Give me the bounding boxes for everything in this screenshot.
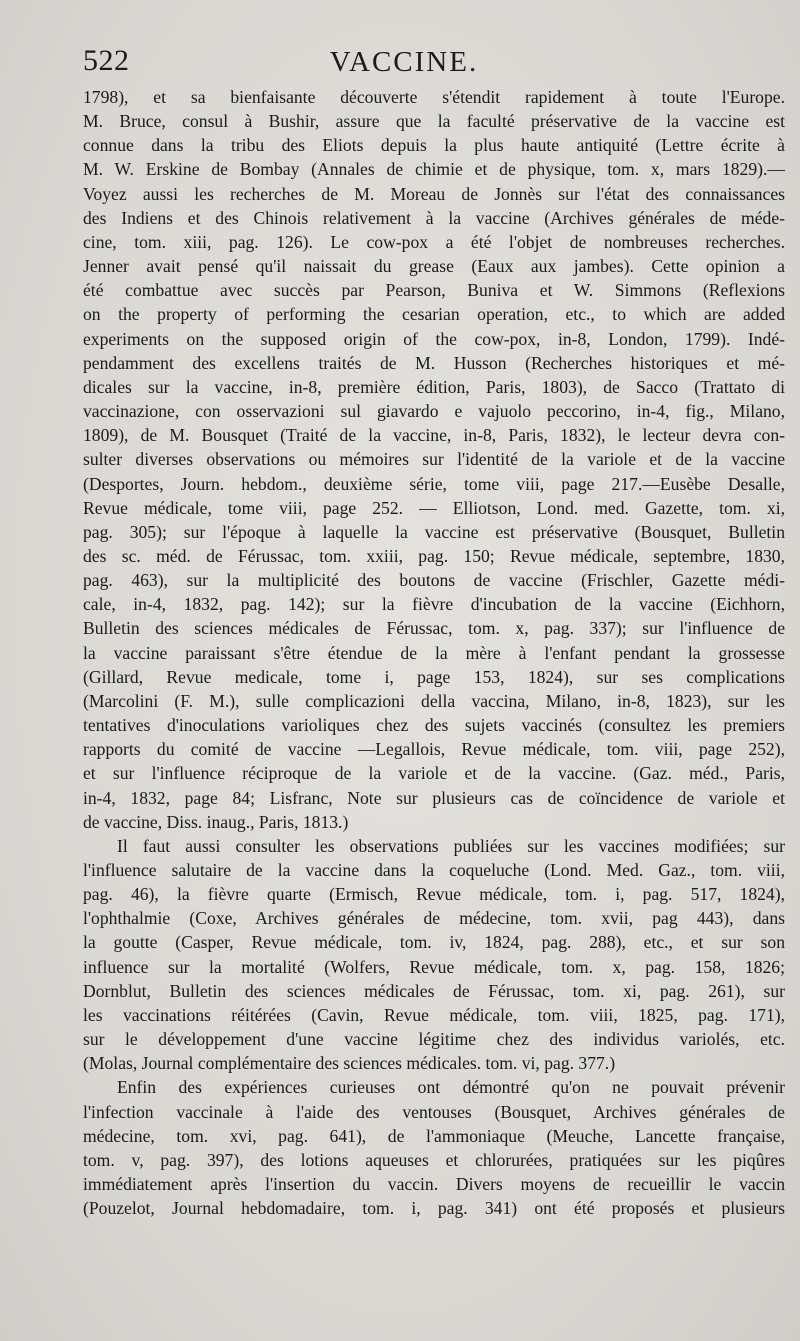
text-line: des Indiens et des Chinois relativement à la vaccine (Archives générales de méde-: [83, 207, 785, 228]
text-line: pendamment des excellens traités de M. Husson (Recherches historiques et mé-: [83, 352, 785, 373]
text-line: des sc. méd. de Férussac, tom. xxiii, pag. 150; Revue médicale, septembre, 1830,: [83, 545, 785, 566]
text-line: l'influence salutaire de la vaccine dans la coqueluche (Lond. Med. Gaz., tom. viii,: [83, 860, 785, 880]
body-text: [83, 85, 785, 1220]
text-line: vaccinazione, con osservazioni sul giavardo e vajuolo peccorino, in-4, fig., Milano,: [83, 401, 785, 422]
text-line: pag. 463), sur la multiplicité des boutons de vaccine (Frischler, Gazette médi-: [83, 570, 785, 591]
text-line: in-4, 1832, page 84; Lisfranc, Note sur plusieurs cas de coïncidence de variole et: [83, 787, 785, 808]
text-line: connue dans la tribu des Eliots depuis la plus haute antiquité (Lettre écrite à: [83, 135, 785, 156]
text-line: 1809), de M. Bousquet (Traité de la vaccine, in-8, Paris, 1832), le lecteur devra con-: [83, 425, 785, 446]
text-line: Il faut aussi consulter les observations publiées sur les vaccines modifiées; sur: [117, 835, 785, 856]
text-line: 1798), et sa bienfaisante découverte s'étendit rapidement à toute l'Europe.: [83, 87, 785, 107]
paragraph: [83, 1075, 785, 1220]
paragraph: [83, 85, 785, 834]
text-line: dicales sur la vaccine, in-8, première édition, Paris, 1803), de Sacco (Trattato di: [83, 376, 785, 397]
text-line: Revue médicale, tome viii, page 252. — Elliotson, Lond. med. Gazette, tom. xi,: [83, 497, 785, 518]
text-line: (Marcolini (F. M.), sulle complicazioni della vaccina, Milano, in-8, 1823), sur les: [83, 690, 785, 711]
text-line: cine, tom. xiii, pag. 126). Le cow-pox a été l'objet de nombreuses recherches.: [83, 231, 785, 252]
paragraph: [83, 834, 785, 1076]
page-number: 522: [83, 44, 130, 77]
running-title: VACCINE.: [329, 46, 479, 78]
text-line: experiments on the supposed origin of the cow-pox, in-8, London, 1799). Indé-: [83, 328, 785, 349]
text-line: la vaccine paraissant s'être étendue de la mère à l'enfant pendant la grossesse: [83, 642, 785, 663]
text-line: et sur l'influence réciproque de la variole et de la vaccine. (Gaz. méd., Paris,: [83, 763, 785, 784]
text-line: Enfin des expériences curieuses ont démontré qu'on ne pouvait prévenir: [117, 1077, 785, 1098]
text-line: immédiatement après l'insertion du vaccin. Divers moyens de recueillir le vaccin: [83, 1174, 785, 1195]
text-line: l'infection vaccinale à l'aide des ventouses (Bousquet, Archives générales de: [83, 1101, 785, 1122]
text-line: sulter diverses observations ou mémoires sur l'identité de la variole et de la vaccine: [83, 449, 785, 470]
text-line: tentatives d'inoculations varioliques chez des sujets vaccinés (consultez les premiers: [83, 715, 785, 736]
text-line: Voyez aussi les recherches de M. Moreau de Jonnès sur l'état des connaissances: [83, 183, 785, 204]
text-line: de vaccine, Diss. inaug., Paris, 1813.): [83, 811, 349, 832]
text-line: pag. 305); sur l'époque à laquelle la vaccine est préservative (Bousquet, Bulletin: [83, 521, 785, 542]
text-line: on the property of performing the cesarian operation, etc., to which are added: [83, 304, 785, 325]
text-line: pag. 46), la fièvre quarte (Ermisch, Revue médicale, tom. i, pag. 517, 1824),: [83, 884, 785, 905]
text-line: (Desportes, Journ. hebdom., deuxième série, tome viii, page 217.—Eusèbe Desalle,: [83, 473, 785, 494]
text-line: Jenner avait pensé qu'il naissait du grease (Eaux aux jambes). Cette opinion a: [83, 256, 785, 277]
text-line: la goutte (Casper, Revue médicale, tom. iv, 1824, pag. 288), etc., et sur son: [83, 932, 785, 953]
text-line: médecine, tom. xvi, pag. 641), de l'ammoniaque (Meuche, Lancette française,: [83, 1125, 785, 1146]
text-line: Bulletin des sciences médicales de Férussac, tom. x, pag. 337); sur l'influence de: [83, 618, 785, 639]
text-line: rapports du comité de vaccine —Legallois, Revue médicale, tom. viii, page 252),: [83, 739, 785, 760]
text-line: sur le développement d'une vaccine légitime chez des individus variolés, etc.: [83, 1029, 785, 1050]
page-header: [0, 40, 800, 80]
text-line: M. Bruce, consul à Bushir, assure que la faculté préservative de la vaccine est: [83, 111, 785, 132]
text-line: l'ophthalmie (Coxe, Archives générales de médecine, tom. xvii, pag 443), dans: [83, 908, 785, 929]
text-line: été combattue avec succès par Pearson, Buniva et W. Simmons (Reflexions: [83, 280, 785, 301]
text-line: cale, in-4, 1832, pag. 142); sur la fièvre d'incubation de la vaccine (Eichhorn,: [83, 594, 785, 615]
text-line: influence sur la mortalité (Wolfers, Revue médicale, tom. x, pag. 158, 1826;: [83, 956, 785, 977]
text-line: (Gillard, Revue medicale, tome i, page 153, 1824), sur ses complications: [83, 666, 785, 687]
text-line: les vaccinations réitérées (Cavin, Revue médicale, tom. viii, 1825, pag. 171),: [83, 1004, 785, 1025]
text-line: tom. v, pag. 397), des lotions aqueuses et chlorurées, pratiquées sur les piqûres: [83, 1149, 785, 1170]
text-line: (Molas, Journal complémentaire des sciences médicales. tom. vi, pag. 377.): [83, 1053, 616, 1074]
text-line: (Pouzelot, Journal hebdomadaire, tom. i, pag. 341) ont été proposés et plusieurs: [83, 1198, 785, 1219]
text-line: Dornblut, Bulletin des sciences médicales de Férussac, tom. xi, pag. 261), sur: [83, 980, 785, 1001]
text-line: M. W. Erskine de Bombay (Annales de chimie et de physique, tom. x, mars 1829).—: [83, 159, 785, 180]
